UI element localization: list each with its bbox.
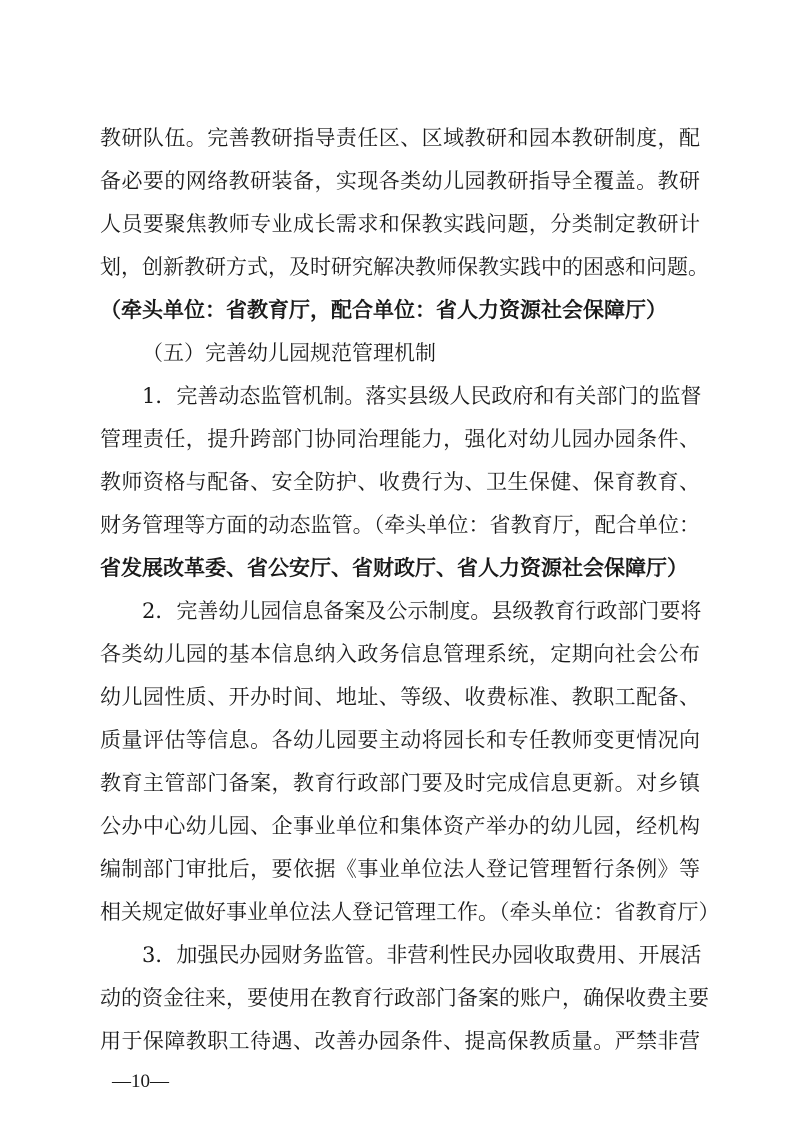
text-line: 3．加强民办园财务监管。非营利性民办园收取费用、开展活 xyxy=(142,943,702,967)
text-line: 教研队伍。完善教研指导责任区、区域教研和园本教研制度，配 xyxy=(100,126,700,150)
text-line: 编制部门审批后，要依据《事业单位法人登记管理暂行条例》等 xyxy=(100,857,700,881)
text-line: 划，创新教研方式，及时研究解决教师保教实践中的困惑和问题。 xyxy=(100,255,709,279)
text-line: 用于保障教职工待遇、改善办园条件、提高保教质量。严禁非营 xyxy=(100,1029,700,1053)
text-line: 管理责任，提升跨部门协同治理能力，强化对幼儿园办园条件、 xyxy=(100,427,700,451)
text-line: 财务管理等方面的动态监管。（牵头单位：省教育厅，配合单位： xyxy=(100,513,700,537)
lead-unit-note: （牵头单位：省教育厅，配合单位：省人力资源社会保障厅） xyxy=(100,297,667,322)
text-line: 公办中心幼儿园、企事业单位和集体资产举办的幼儿园，经机构 xyxy=(100,814,700,838)
text-line: 1．完善动态监管机制。落实县级人民政府和有关部门的监督 xyxy=(142,384,702,408)
text-line: 教师资格与配备、安全防护、收费行为、卫生保健、保育教育、 xyxy=(100,470,700,494)
lead-unit-note: 省发展改革委、省公安厅、省财政厅、省人力资源社会保障厅） xyxy=(100,555,688,580)
text-line: 幼儿园性质、开办时间、地址、等级、收费标准、教职工配备、 xyxy=(100,685,700,709)
text-line: 相关规定做好事业单位法人登记管理工作。（牵头单位：省教育厅） xyxy=(100,900,720,924)
text-line: 备必要的网络教研装备，实现各类幼儿园教研指导全覆盖。教研 xyxy=(100,169,700,193)
section-heading: （五）完善幼儿园规范管理机制 xyxy=(142,341,436,365)
text-line: 教育主管部门备案，教育行政部门要及时完成信息更新。对乡镇 xyxy=(100,771,700,795)
text-line: 2．完善幼儿园信息备案及公示制度。县级教育行政部门要将 xyxy=(142,599,702,623)
text-line: 动的资金往来，要使用在教育行政部门备案的账户，确保收费主要 xyxy=(100,986,709,1010)
text-line: 人员要聚焦教师专业成长需求和保教实践问题，分类制定教研计 xyxy=(100,212,700,236)
text-line: 各类幼儿园的基本信息纳入政务信息管理系统，定期向社会公布 xyxy=(100,642,700,666)
text-line: 质量评估等信息。各幼儿园要主动将园长和专任教师变更情况向 xyxy=(100,728,700,752)
page-number: —10— xyxy=(112,1071,169,1092)
